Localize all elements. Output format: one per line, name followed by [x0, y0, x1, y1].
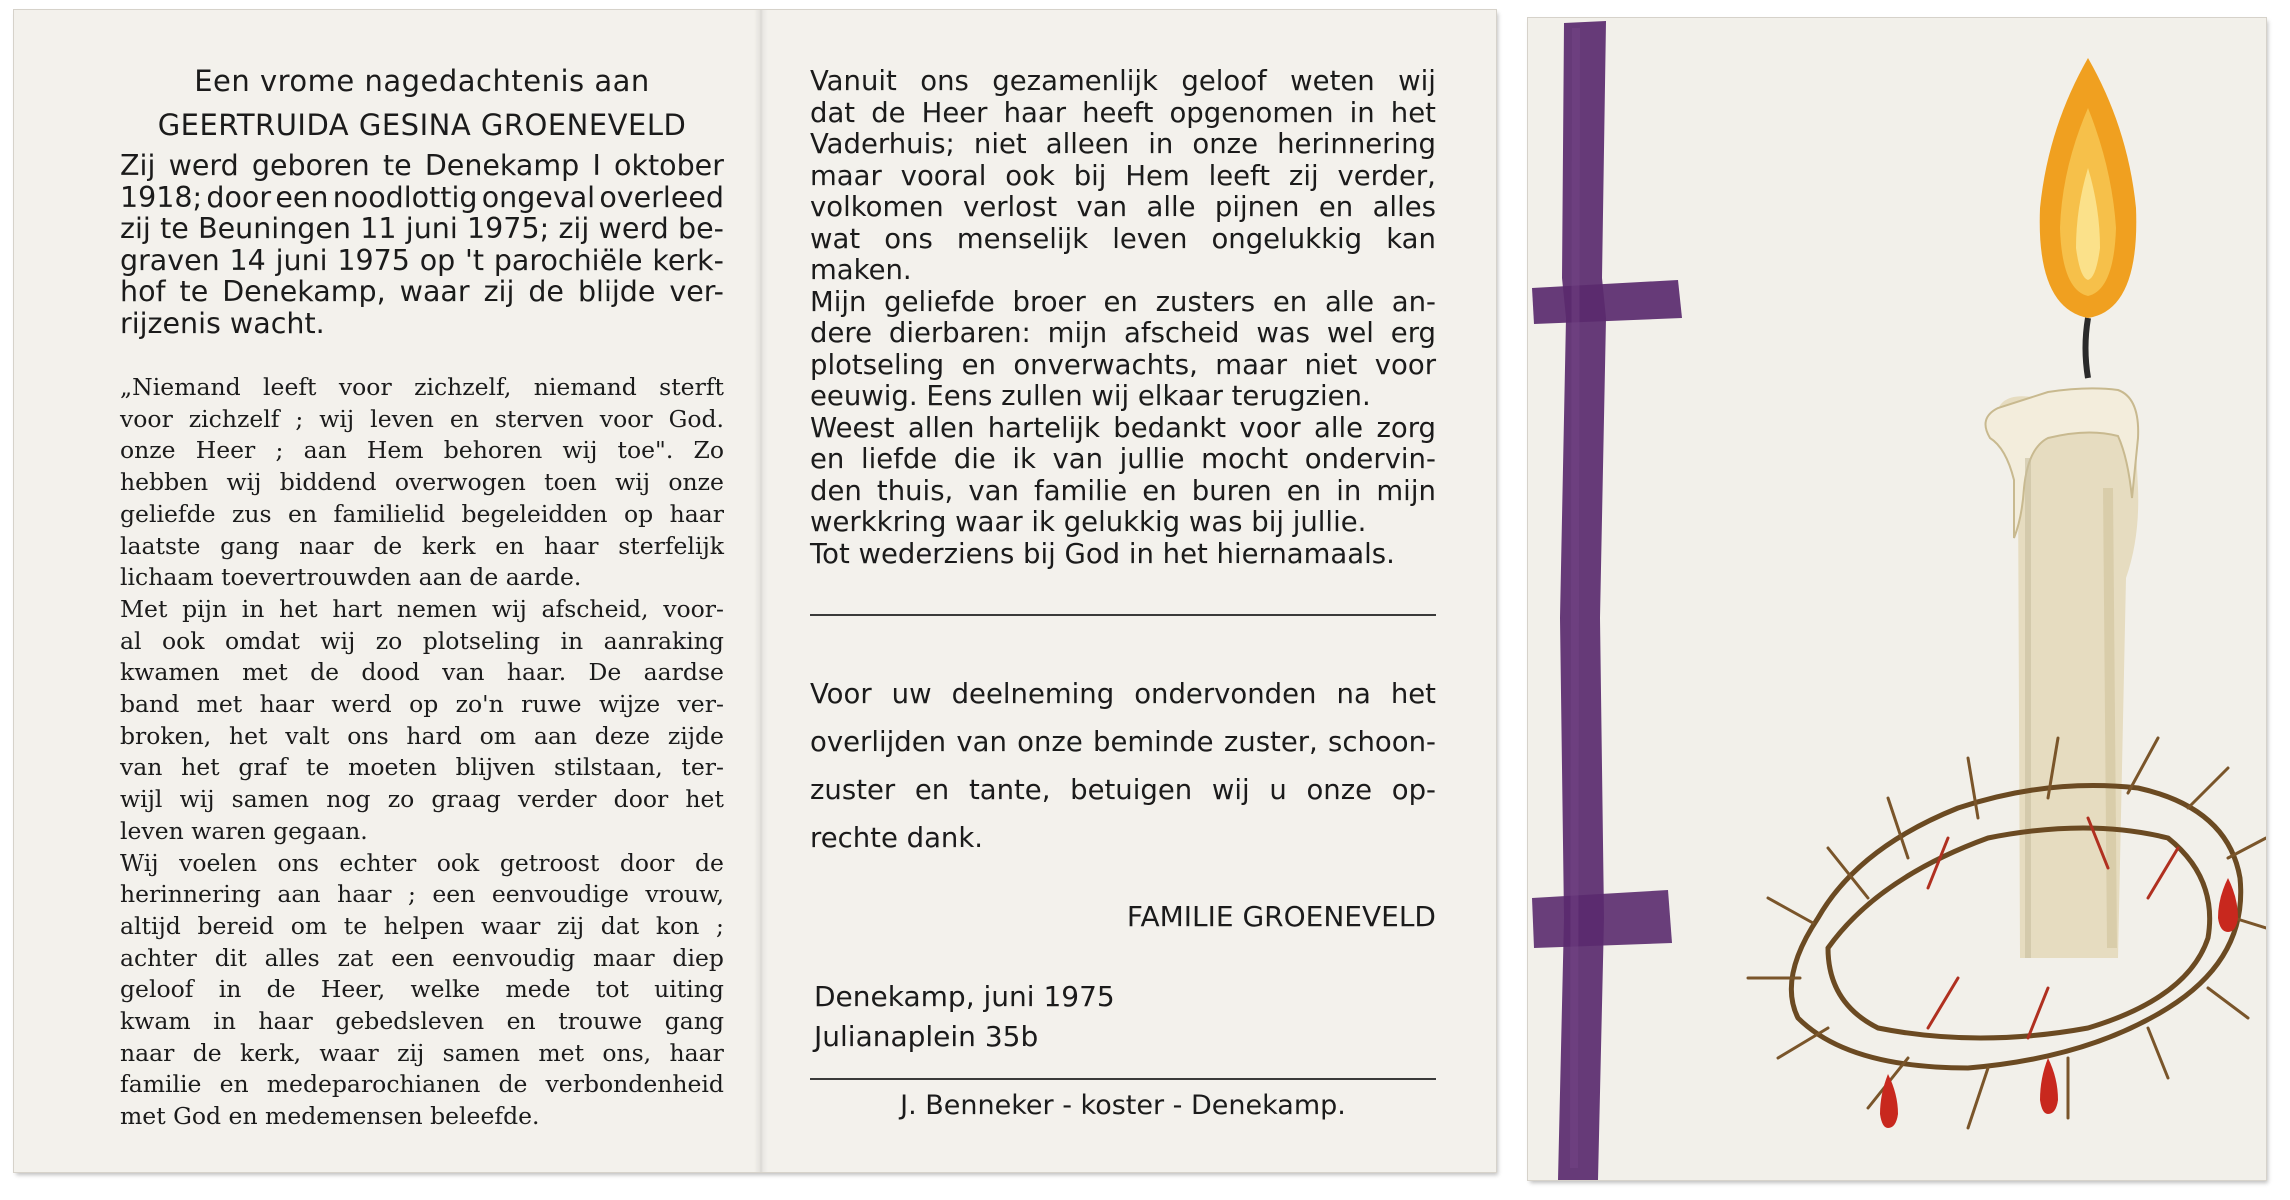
address: Julianaplein 35b: [814, 1020, 1039, 1053]
text-line: den thuis, van familie en buren en in mijn: [810, 474, 1436, 507]
text-line: lichaam toevertrouwden aan de aarde.: [120, 563, 582, 592]
place-date: Denekamp, juni 1975: [814, 980, 1115, 1013]
deceased-name: GEERTRUIDA GESINA GROENEVELD: [157, 108, 687, 142]
thanks-paragraph: [810, 670, 1436, 862]
text-line: wat ons menselijk leven ongelukkig kan: [810, 222, 1436, 255]
text-line: Vaderhuis; niet alleen in onze herinnering: [810, 128, 1436, 160]
text-line: wijl wij samen nog zo graag verder door het: [120, 785, 724, 814]
text-line: achter dit alles zat een eenvoudig maar diep: [120, 943, 724, 972]
text-line: rechte dank.: [810, 822, 984, 854]
text-line: overlijden van onze beminde zuster, schoon-: [810, 726, 1436, 758]
text-line: hof te Denekamp, waar zij de blijde ver-: [120, 275, 724, 308]
text-line: al ook omdat wij zo plotseling in aanraking: [120, 626, 724, 655]
farewell-paragraph: [810, 66, 1436, 570]
text-line: graven 14 juni 1975 op 't parochiële kerk-: [120, 243, 724, 277]
text-line: en liefde die ik van jullie mocht ondervin-: [810, 443, 1436, 475]
memorial-card-cover: [1528, 18, 2266, 1180]
text-line: geliefde zus en familielid begeleidden op haar: [120, 499, 724, 528]
text-line: Wij voelen ons echter ook getroost door de: [120, 848, 724, 877]
text-line: maken.: [810, 254, 912, 286]
text-line: band met haar werd op zo'n ruwe wijze ver-: [120, 690, 724, 719]
text-line: leven waren gegaan.: [120, 816, 368, 845]
text-line: kwam in haar gebedsleven en trouwe gang: [120, 1007, 724, 1036]
body-paragraph: [120, 372, 724, 1133]
text-line: familie en medeparochianen de verbondenheid: [120, 1070, 724, 1099]
text-line: dat de Heer haar heeft opgenomen in het: [810, 96, 1436, 129]
divider-bottom: [810, 1078, 1436, 1080]
text-line: dere dierbaren: mijn afscheid was wel erg: [810, 317, 1436, 349]
text-line: naar de kerk, waar zij samen met ons, haar: [120, 1038, 724, 1067]
text-line: herinnering aan haar ; een eenvoudige vrouw,: [120, 880, 724, 909]
text-line: „Niemand leeft voor zichzelf, niemand sterft: [120, 373, 724, 401]
text-line: altijd bereid om te helpen waar zij dat kon ;: [120, 911, 724, 940]
text-line: zij te Beuningen 11 juni 1975; zij werd be-: [120, 212, 724, 245]
text-line: Mijn geliefde broer en zusters en alle an-: [810, 285, 1436, 318]
text-line: onze Heer ; aan Hem behoren wij toe". Zo: [120, 436, 724, 465]
text-line: Weest allen hartelijk bedankt voor alle zorg: [810, 411, 1436, 444]
text-line: laatste gang naar de kerk en haar sterfelijk: [120, 531, 724, 560]
text-line: met God en medemensen beleefde.: [120, 1102, 540, 1131]
text-line: zuster en tante, betuigen wij u onze op-: [810, 774, 1436, 806]
crown-of-thorns-icon: [1748, 738, 2266, 1128]
text-line: Met pijn in het hart nemen wij afscheid, voor-: [120, 594, 724, 623]
intro-paragraph: [120, 150, 724, 339]
text-line: Tot wederziens bij God in het hiernamaals.: [810, 537, 1395, 570]
text-line: hebben wij biddend overwogen toen wij onze: [120, 468, 724, 497]
text-line: volkomen verlost van alle pijnen en alles: [810, 191, 1436, 223]
text-line: kwamen met de dood van haar. De aardse: [120, 658, 724, 687]
heading-line-1: Een vrome nagedachtenis aan: [194, 64, 650, 98]
text-line: voor zichzelf ; wij leven en sterven voor God.: [120, 404, 724, 433]
cover-illustration: [1528, 18, 2266, 1180]
divider-top: [810, 614, 1436, 616]
card-fold: [754, 10, 768, 1172]
memorial-card-inside: [14, 10, 1496, 1172]
text-line: Voor uw deelneming ondervonden na het: [810, 678, 1436, 710]
text-line: 1918; door een noodlottig ongeval overleed: [120, 180, 724, 214]
text-line: broken, het valt ons hard om aan deze zijde: [120, 721, 724, 750]
family-signature: FAMILIE GROENEVELD: [1126, 900, 1436, 933]
candle-icon: [1986, 318, 2139, 958]
flame-icon: [2040, 58, 2137, 318]
text-line: werkkring waar ik gelukkig was bij jullie.: [810, 506, 1367, 538]
text-line: Vanuit ons gezamenlijk geloof weten wij: [810, 65, 1436, 97]
purple-cross-icon: [1532, 21, 1682, 1180]
text-line: maar vooral ook bij Hem leeft zij verder,: [810, 159, 1436, 192]
text-line: van het graf te moeten blijven stilstaan, ter-: [120, 753, 724, 782]
printer-line: J. Benneker - koster - Denekamp.: [900, 1090, 1346, 1121]
text-line: Zij werd geboren te Denekamp I oktober: [120, 149, 724, 182]
text-line: geloof in de Heer, welke mede tot uiting: [120, 975, 724, 1004]
text-line: eeuwig. Eens zullen wij elkaar terugzien.: [810, 380, 1371, 412]
text-line: rijzenis wacht.: [120, 306, 325, 340]
text-line: plotseling en onverwachts, maar niet voor: [810, 348, 1436, 381]
